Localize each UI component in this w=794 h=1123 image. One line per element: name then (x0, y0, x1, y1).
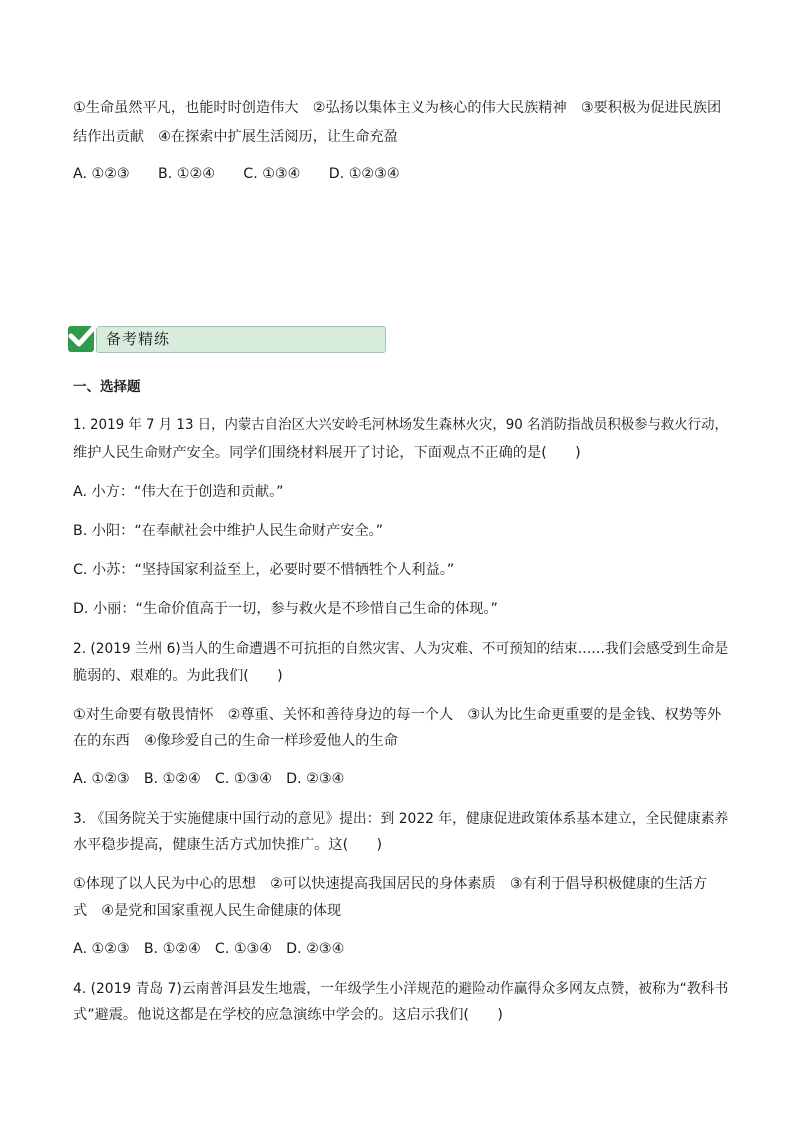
section-title: 备考精练 (106, 330, 171, 348)
q2-choices: A. ①②③ B. ①②④ C. ①③④ D. ②③④ (73, 771, 345, 787)
q3-options-line1: ①体现了以人民为中心的思想 ②可以快速提高我国居民的身体素质 ③有利于倡导积极健康的生活方 (73, 876, 708, 892)
q1-stem-line2: 维护人民生命财产安全。同学们围绕材料展开了讨论，下面观点不正确的是( ) (73, 445, 581, 461)
q3-options-line2: 式 ④是党和国家重视人民生命健康的体现 (73, 903, 342, 919)
green-checkmark-icon (68, 326, 94, 352)
top-question-options-line1: ①生命虽然平凡，也能时时创造伟大 ②弘扬以集体主义为核心的伟大民族精神 ③要积极为促进民族团 (73, 100, 722, 116)
q3-choices: A. ①②③ B. ①②④ C. ①③④ D. ②③④ (73, 941, 345, 957)
q1-option-d: D. 小丽：“生命价值高于一切，参与救火是不珍惜自己生命的体现。” (73, 601, 498, 617)
q2-options-line2: 在的东西 ④像珍爱自己的生命一样珍爱他人的生命 (73, 733, 398, 749)
q2-stem-line2: 脆弱的、艰难的。为此我们( ) (73, 668, 283, 684)
q4-stem-line2: 式”避震。他说这都是在学校的应急演练中学会的。这启示我们( ) (73, 1007, 503, 1023)
q1-option-b: B. 小阳：“在奉献社会中维护人民生命财产安全。” (73, 523, 384, 539)
q1-option-a: A. 小方：“伟大在于创造和贡献。” (73, 484, 284, 500)
part-title: 一、选择题 (73, 379, 141, 395)
section-header (66, 323, 386, 354)
q3-stem-line1: 3. 《国务院关于实施健康中国行动的意见》提出：到 2022 年，健康促进政策体系基本建立，全民健康素养 (73, 811, 729, 827)
q4-stem-line1: 4. (2019 青岛 7)云南普洱县发生地震，一年级学生小洋规范的避险动作赢得众多网友点赞，被称为“教科书 (73, 981, 729, 997)
top-question-options-line2: 结作出贡献 ④在探索中扩展生活阅历，让生命充盈 (73, 129, 398, 145)
q1-stem-line1: 1. 2019 年 7 月 13 日，内蒙古自治区大兴安岭毛河林场发生森林火灾，90 名消防指战员积极参与救火行动， (73, 417, 728, 433)
q2-options-line1: ①对生命要有敬畏情怀 ②尊重、关怀和善待身边的每一个人 ③认为比生命更重要的是金钱、权势等外 (73, 707, 722, 723)
top-question-choices: A. ①②③ B. ①②④ C. ①③④ D. ①②③④ (73, 166, 400, 182)
q1-option-c: C. 小苏：“坚持国家利益至上，必要时要不惜牺牲个人利益。” (73, 562, 455, 578)
q3-stem-line2: 水平稳步提高，健康生活方式加快推广。这( ) (73, 837, 383, 853)
q2-stem-line1: 2. (2019 兰州 6)当人的生命遭遇不可抗拒的自然灾害、人为灾难、不可预知的结束……我们会感受到生命是 (73, 641, 729, 657)
